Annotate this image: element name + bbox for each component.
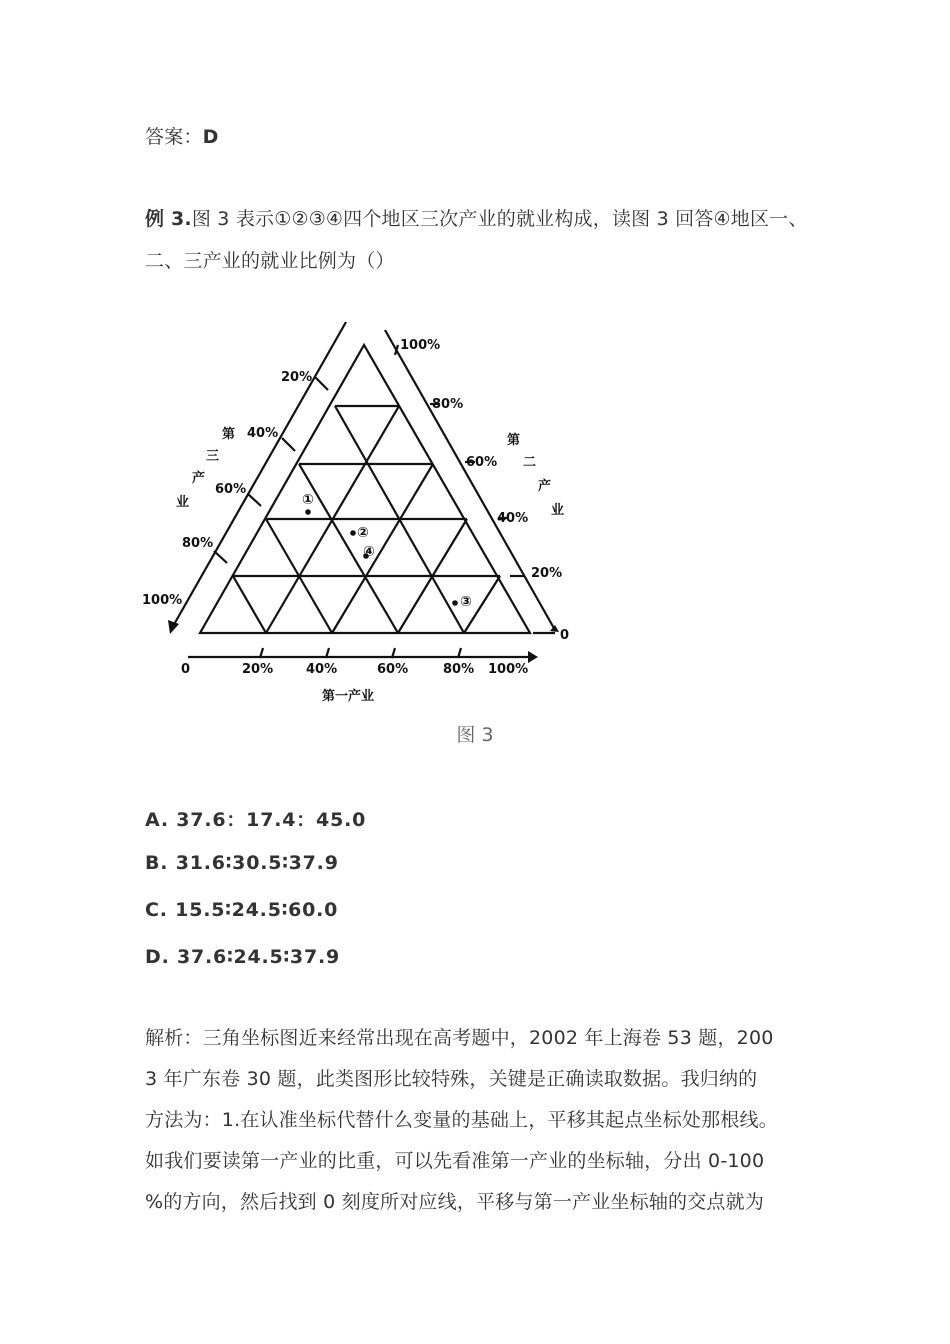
right-tick-0: 0 (560, 628, 570, 643)
explanation-line: 解析：三角坐标图近来经常出现在高考题中，2002 年上海卷 53 题，200 (145, 1027, 774, 1049)
explanation-line: 3 年广东卷 30 题，此类图形比较特殊，关键是正确读取数据。我归纳的 (145, 1068, 758, 1090)
point-3 (452, 600, 458, 606)
left-title-3: 产 (192, 471, 206, 486)
explanation-line: 方法为：1.在认准坐标代替什么变量的基础上，平移其起点坐标处那根线。 (145, 1109, 778, 1131)
left-axis-arrow (168, 620, 179, 634)
bottom-tick-40: 40% (306, 662, 338, 677)
point-label-4: ④ (363, 544, 375, 560)
point-1 (305, 509, 311, 515)
left-tick-80: 80% (182, 536, 214, 551)
bottom-tick-80: 80% (443, 662, 475, 677)
right-tick-80: 80% (432, 397, 464, 412)
answer-value: D (202, 126, 219, 148)
left-tick-40: 40% (247, 426, 279, 441)
answer-line (145, 122, 810, 149)
answer-label: 答案： (145, 126, 203, 148)
bottom-tick-60: 60% (377, 662, 409, 677)
explanation-line: %的方向，然后找到 0 刻度所对应线，平移与第一产业坐标轴的交点就为 (145, 1191, 765, 1213)
point-label-1: ① (302, 492, 314, 508)
right-title-3: 产 (538, 479, 552, 494)
explanation (145, 1018, 810, 1223)
option-c: C. 15.5∶24.5∶60.0 (145, 899, 339, 921)
question-body: 图 3 表示①②③④四个地区三次产业的就业构成，读图 3 回答④地区一、二、三产业的就业比例为（） (145, 208, 808, 272)
question-text (145, 198, 810, 282)
left-title-2: 三 (206, 449, 220, 464)
left-tick-20: 20% (281, 370, 313, 385)
right-title-1: 第 (507, 433, 521, 448)
left-title-4: 业 (176, 495, 190, 510)
right-title-2: 二 (523, 455, 537, 470)
right-tick-20: 20% (531, 566, 563, 581)
right-axis (385, 330, 555, 630)
right-axis-arrow (550, 625, 559, 632)
point-label-2: ② (357, 525, 369, 541)
right-tick-40: 40% (497, 511, 529, 526)
explanation-line: 如我们要读第一产业的比重，可以先看准第一产业的坐标轴，分出 0-100 (145, 1150, 765, 1172)
option-b: B. 31.6∶30.5∶37.9 (145, 852, 339, 874)
left-title-1: 第 (222, 427, 236, 442)
right-tick-60: 60% (466, 455, 498, 470)
triangle-outline (200, 345, 530, 633)
bottom-axis-title: 第一产业 (322, 689, 375, 704)
point-label-3: ③ (460, 594, 472, 610)
bottom-tick-0: 0 (181, 662, 191, 677)
figure-caption: 图 3 (456, 724, 494, 746)
point-2 (350, 530, 356, 536)
left-tick-100: 100% (142, 593, 183, 608)
bottom-tick-20: 20% (242, 662, 274, 677)
question-prefix: 例 3. (145, 208, 192, 230)
option-d: D. 37.6∶24.5∶37.9 (145, 946, 341, 968)
right-tick-100: 100% (400, 338, 441, 353)
ternary-diagram (140, 310, 600, 710)
bottom-tick-100: 100% (488, 662, 529, 677)
left-tick-60: 60% (215, 482, 247, 497)
option-a: A. 37.6：17.4：45.0 (145, 809, 367, 831)
bottom-axis-arrow (528, 651, 538, 663)
right-title-4: 业 (551, 503, 565, 518)
